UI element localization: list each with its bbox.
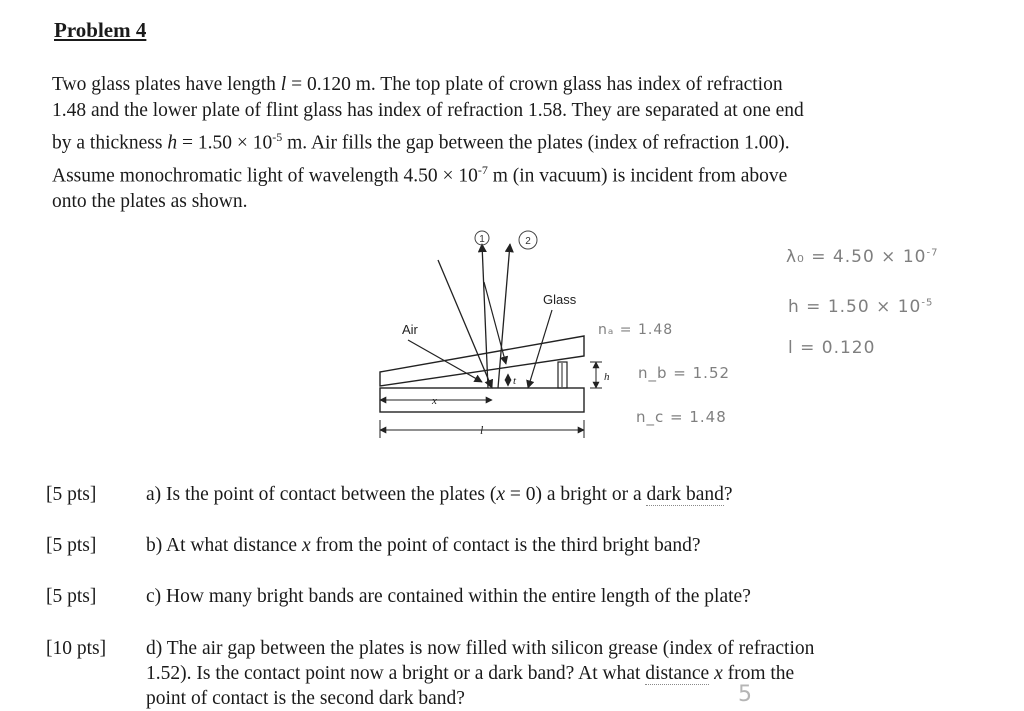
x-label: x: [432, 395, 437, 407]
question-a: a) Is the point of contact between the plates (x = 0) a bright or a dark band?: [146, 484, 733, 505]
ray-2-label: 2: [525, 236, 531, 247]
h-label: h: [604, 371, 610, 383]
question-b: b) At what distance x from the point of contact is the third bright band?: [146, 535, 701, 556]
question-d: d) The air gap between the plates is now filled with silicon grease (index of refraction 1.52). Is the contact point now a bright or a dark band? At what distance x from the point of contact is the second dark band?: [146, 638, 815, 709]
handwritten-h: $h = 1.50 \times 10^{-5}$: [788, 297, 934, 317]
handwritten-mark: 5: [738, 682, 752, 707]
question-c: c) How many bright bands are contained within the entire length of the plate?: [146, 586, 751, 607]
problem-statement: Two glass plates have length l = 0.120 m. The top plate of crown glass has index of refraction 1.48 and the lower plate of flint glass has index of refraction 1.58. They are separated at one end by a thickness $h = 1.50 \times 10^{-5}$ m. Air fills the gap between the plates (index of refraction 1.00). Assume monochromatic light of wavelength $4.50 \times 10^{-7}$ m (in vacuum) is incident from above onto the plates as shown.: [52, 74, 804, 212]
handwritten-l: l = 0.120: [788, 338, 876, 358]
l-label: l: [480, 423, 484, 437]
points-a: [5 pts]: [46, 484, 97, 505]
t-label: t: [513, 375, 517, 387]
handwritten-na: nₐ = 1.48: [598, 322, 674, 338]
points-b: [5 pts]: [46, 535, 97, 556]
var-l: l: [280, 74, 287, 95]
glass-label: Glass: [543, 292, 577, 307]
handwritten-nb: n_b = 1.52: [638, 364, 731, 382]
handwritten-lambda: $\lambda_0 = 4.50 \times 10^{-7}$: [786, 247, 939, 267]
handwritten-nc: n_c = 1.48: [636, 408, 727, 426]
problem-title: Problem 4: [54, 18, 147, 42]
points-c: [5 pts]: [46, 586, 97, 607]
reflected-ray-2: [498, 244, 510, 388]
var-h: h: [167, 132, 178, 154]
air-label: Air: [402, 322, 418, 337]
ray-1-label: 1: [479, 234, 485, 245]
points-d: [10 pts]: [46, 638, 107, 659]
upper-plate: [380, 336, 584, 386]
